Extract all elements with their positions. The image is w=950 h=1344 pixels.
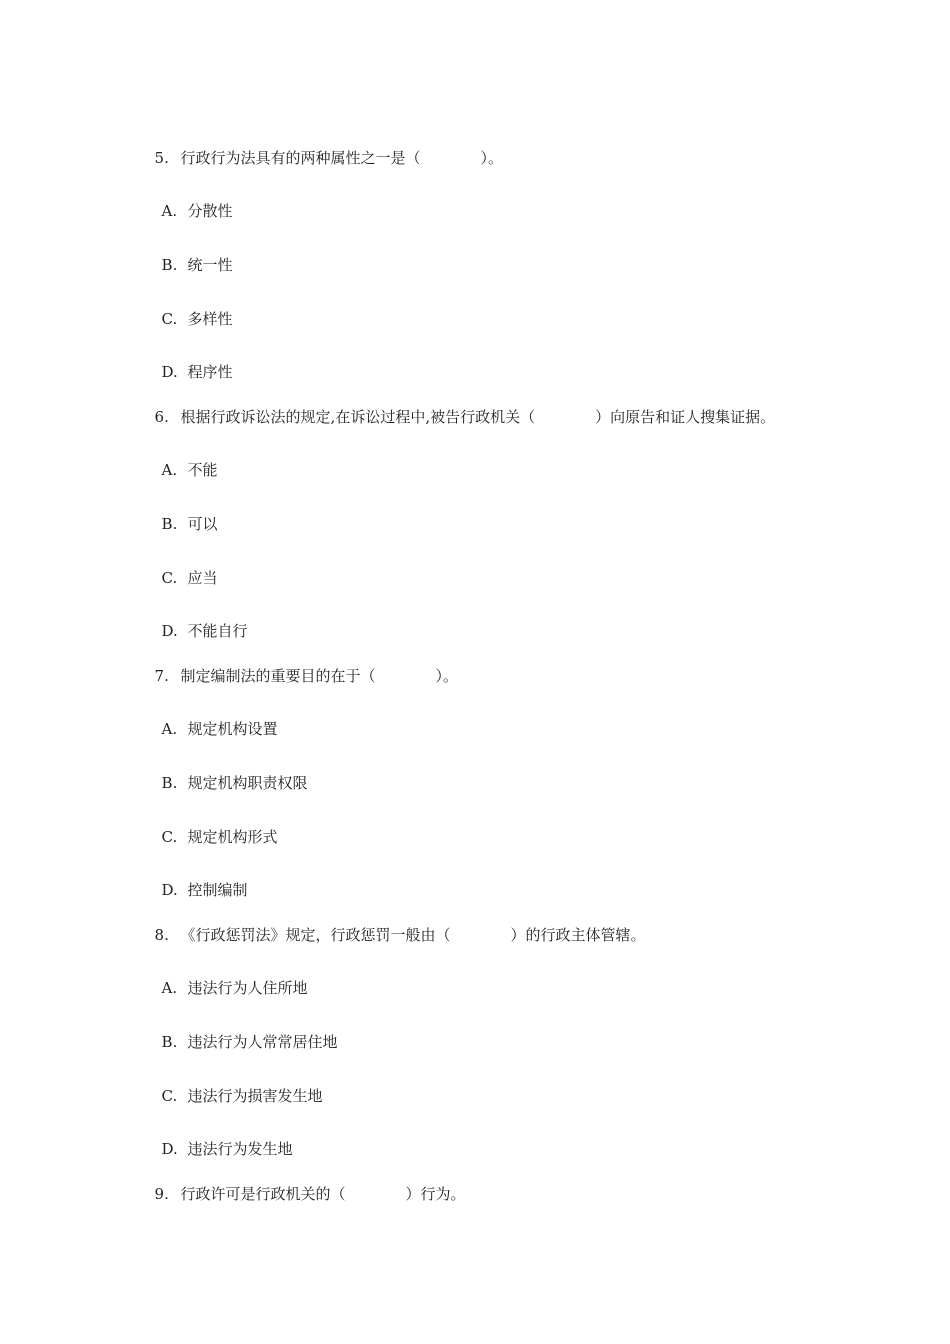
option-letter: B. (161, 1033, 178, 1051)
option-text: 控制编制 (187, 881, 248, 899)
question-text: 根据行政诉讼法的规定,在诉讼过程中,被告行政机关（ ）向原告和证人搜集证据。 (180, 408, 776, 426)
option-6d (152, 601, 248, 641)
option-text: 程序性 (187, 363, 233, 381)
option-text: 分散性 (187, 202, 233, 220)
option-text: 违法行为损害发生地 (187, 1087, 323, 1105)
option-8b (152, 1012, 338, 1052)
option-letter: A. (161, 979, 178, 997)
option-7b (152, 753, 308, 793)
option-7c (152, 807, 278, 847)
option-letter: A. (161, 461, 178, 479)
question-7 (145, 646, 458, 686)
question-number: 5. (154, 149, 169, 167)
question-9 (145, 1164, 466, 1204)
question-number: 6. (154, 408, 169, 426)
option-6a (152, 440, 218, 480)
option-6b (152, 494, 218, 534)
option-5d (152, 342, 233, 382)
option-letter: D. (161, 363, 178, 381)
option-5a (152, 181, 233, 221)
option-text: 可以 (187, 515, 218, 533)
option-text: 规定机构形式 (187, 828, 278, 846)
question-8 (145, 905, 646, 945)
option-letter: D. (161, 881, 178, 899)
question-number: 7. (154, 667, 169, 685)
option-text: 规定机构设置 (187, 720, 278, 738)
option-text: 违法行为人常常居住地 (187, 1033, 338, 1051)
question-text: 行政行为法具有的两种属性之一是（ ）。 (180, 149, 504, 167)
question-number: 9. (154, 1185, 169, 1203)
option-letter: B. (161, 774, 178, 792)
option-text: 不能 (187, 461, 218, 479)
option-text: 违法行为人住所地 (187, 979, 308, 997)
option-text: 统一性 (187, 256, 233, 274)
question-number: 8. (154, 926, 169, 944)
option-letter: C. (161, 310, 178, 328)
option-text: 不能自行 (187, 622, 248, 640)
option-letter: A. (161, 202, 178, 220)
option-letter: C. (161, 569, 178, 587)
option-5b (152, 235, 233, 275)
option-letter: D. (161, 1140, 178, 1158)
question-5 (145, 128, 503, 168)
option-letter: C. (161, 828, 178, 846)
question-text: 《行政惩罚法》规定，行政惩罚一般由（ ）的行政主体管辖。 (180, 926, 646, 944)
option-text: 违法行为发生地 (187, 1140, 293, 1158)
option-letter: A. (161, 720, 178, 738)
option-8c (152, 1066, 323, 1106)
option-5c (152, 289, 233, 329)
question-text: 行政许可是行政机关的（ ）行为。 (180, 1185, 466, 1203)
option-text: 多样性 (187, 310, 233, 328)
question-text: 制定编制法的重要目的在于（ ）。 (180, 667, 459, 685)
option-letter: D. (161, 622, 178, 640)
option-letter: C. (161, 1087, 178, 1105)
option-8d (152, 1119, 293, 1159)
option-text: 规定机构职责权限 (187, 774, 308, 792)
option-7d (152, 860, 248, 900)
option-8a (152, 958, 308, 998)
question-6 (145, 387, 775, 427)
option-letter: B. (161, 256, 178, 274)
option-7a (152, 699, 278, 739)
option-6c (152, 548, 218, 588)
option-text: 应当 (187, 569, 218, 587)
option-letter: B. (161, 515, 178, 533)
